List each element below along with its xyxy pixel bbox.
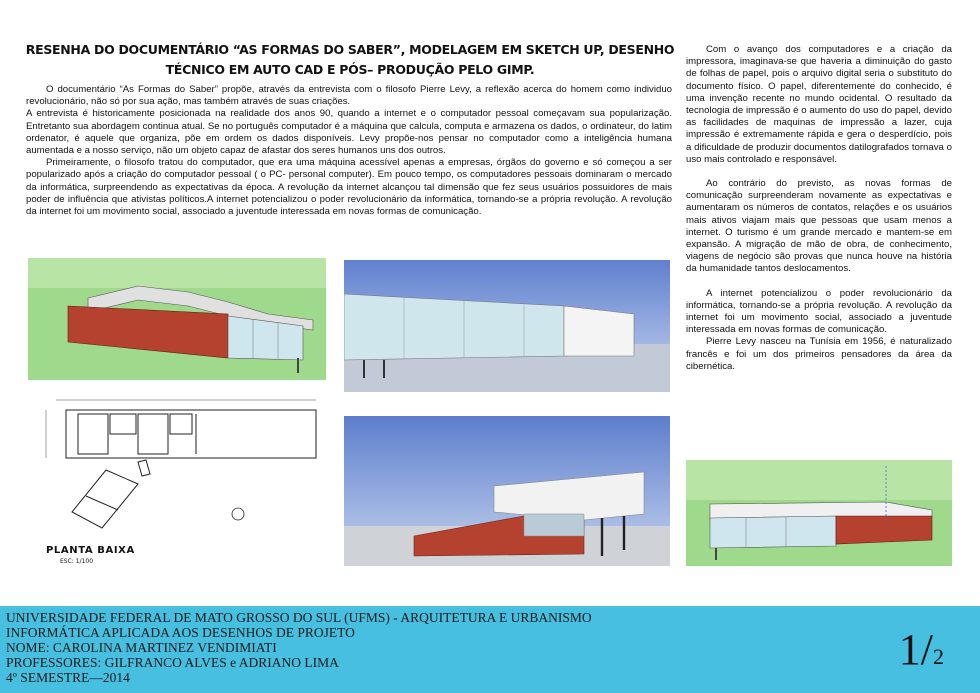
paragraph: Ao contrário do previsto, as novas formas de comunicação surpreenderam novamente as expectativas e aumentaram os números de contatos, relações e os usuários mais ativos viajam mais que pessoas que usam menos a internet. O turismo é um grande mercado e mantem-se em expansão. A migração de mão de obra, de conhecimento, viagens de negócio são provas que nunca houve na história da humanidade tantos deslocamentos. xyxy=(686,178,952,275)
title-line-2: TÉCNICO EM AUTO CAD E PÓS– PRODUÇÃO PELO GIMP. xyxy=(165,62,535,77)
page-total: 2 xyxy=(933,644,944,669)
footer-semester: 4º SEMESTRE—2014 xyxy=(6,670,130,685)
footer-author: NOME: CAROLINA MARTINEZ VENDIMIATI xyxy=(6,640,277,655)
sketchup-model-view-2 xyxy=(686,460,952,566)
render-view-top xyxy=(344,260,670,392)
floor-plan-scale: ESC: 1/100 xyxy=(60,558,94,565)
footer-professors: PROFESSORES: GILFRANCO ALVES e ADRIANO LIMA xyxy=(6,655,339,670)
page-title xyxy=(20,40,680,80)
floor-plan-drawing xyxy=(26,392,324,542)
floor-plan-label: PLANTA BAIXA xyxy=(46,545,135,556)
paragraph: Com o avanço dos computadores e a criação da impressora, imaginava-se que haveria a diminuição do gasto de folhas de papel, pois o arquivo digital seria o substituto do documento físico. O papel, diferentemente do conhecido, é uma invenção recente no mundo ocidental. O resultado da tecnologia de impressão é o aumento do uso do papel, devido as facilidades de maquinas de impressão a lazer, cuja impressão é extremamente rápida e gera o desperdício, pois a dificuldade de produzir documentos datilografados tornava o uso mais controlado e responsável. xyxy=(686,44,952,165)
paragraph: O documentário “As Formas do Saber” propõe, através da entrevista com o filosofo Pierre Levy, a reflexão acerca do homem como individuo revolucionário, não só por sua ação, mas também através de suas criações. xyxy=(26,84,672,108)
page-number xyxy=(899,624,944,675)
review-text-left xyxy=(26,84,672,218)
page-current: 1/ xyxy=(898,625,933,674)
paragraph: A entrevista é historicamente posicionada na realidade dos anos 90, quando a internet e o computador pessoal começavam sua popularização. Entretanto sua abordagem continua atual. Se no português computador é a máquina que calcula, computa e armazena os dados, o ordinateur, do latim ordenator, é aquele que organiza, põe em ordem os dados disponíveis. Levy propõe-nos pensar no computador como a inteligência humana aumentada e a nosso serviço, não um objeto capaz de afastar dos seres humanos uns dos outros. xyxy=(26,108,672,157)
render-view-bottom xyxy=(344,416,670,566)
title-line-1: RESENHA DO DOCUMENTÁRIO “AS FORMAS DO SABER”, MODELAGEM EM SKETCH UP, DESENHO xyxy=(25,42,675,57)
sketchup-model-view xyxy=(28,258,326,380)
footer-course: INFORMÁTICA APLICADA AOS DESENHOS DE PROJETO xyxy=(6,625,355,640)
paragraph: A internet potencializou o poder revolucionário da informática, tornando-se a própria revolução. A revolução da internet foi um movimento social, associado a juventude interessada em novas formas de comunicação. xyxy=(686,287,952,336)
footer-band xyxy=(0,606,980,693)
paragraph: Pierre Levy nasceu na Tunísia em 1956, é naturalizado francês e foi um dos primeiros pensadores da área da cibernética. xyxy=(686,336,952,372)
footer-university: UNIVERSIDADE FEDERAL DE MATO GROSSO DO SUL (UFMS) - ARQUITETURA E URBANISMO xyxy=(6,610,592,625)
review-text-right xyxy=(686,44,952,373)
paragraph: Primeiramente, o filosofo tratou do computador, que era uma máquina acessível apenas a empresas, órgãos do governo e só começou a ser popularizado após a criação do computador pessoal ( o PC- personal computer). Em pouco tempo, os computadores pessoais dominaram o mercado da informática, surpreendendo as expectativas da época. A revolução da internet alcançou tal dimensão que fez seus usuários possuidores de mais poder de influência que ativistas políticos.A internet potencializou o poder revolucionário da informática, tornando-se a própria revolução. A revolução da internet foi um movimento social, associado a juventude interessada em novas formas de comunicação. xyxy=(26,157,672,218)
